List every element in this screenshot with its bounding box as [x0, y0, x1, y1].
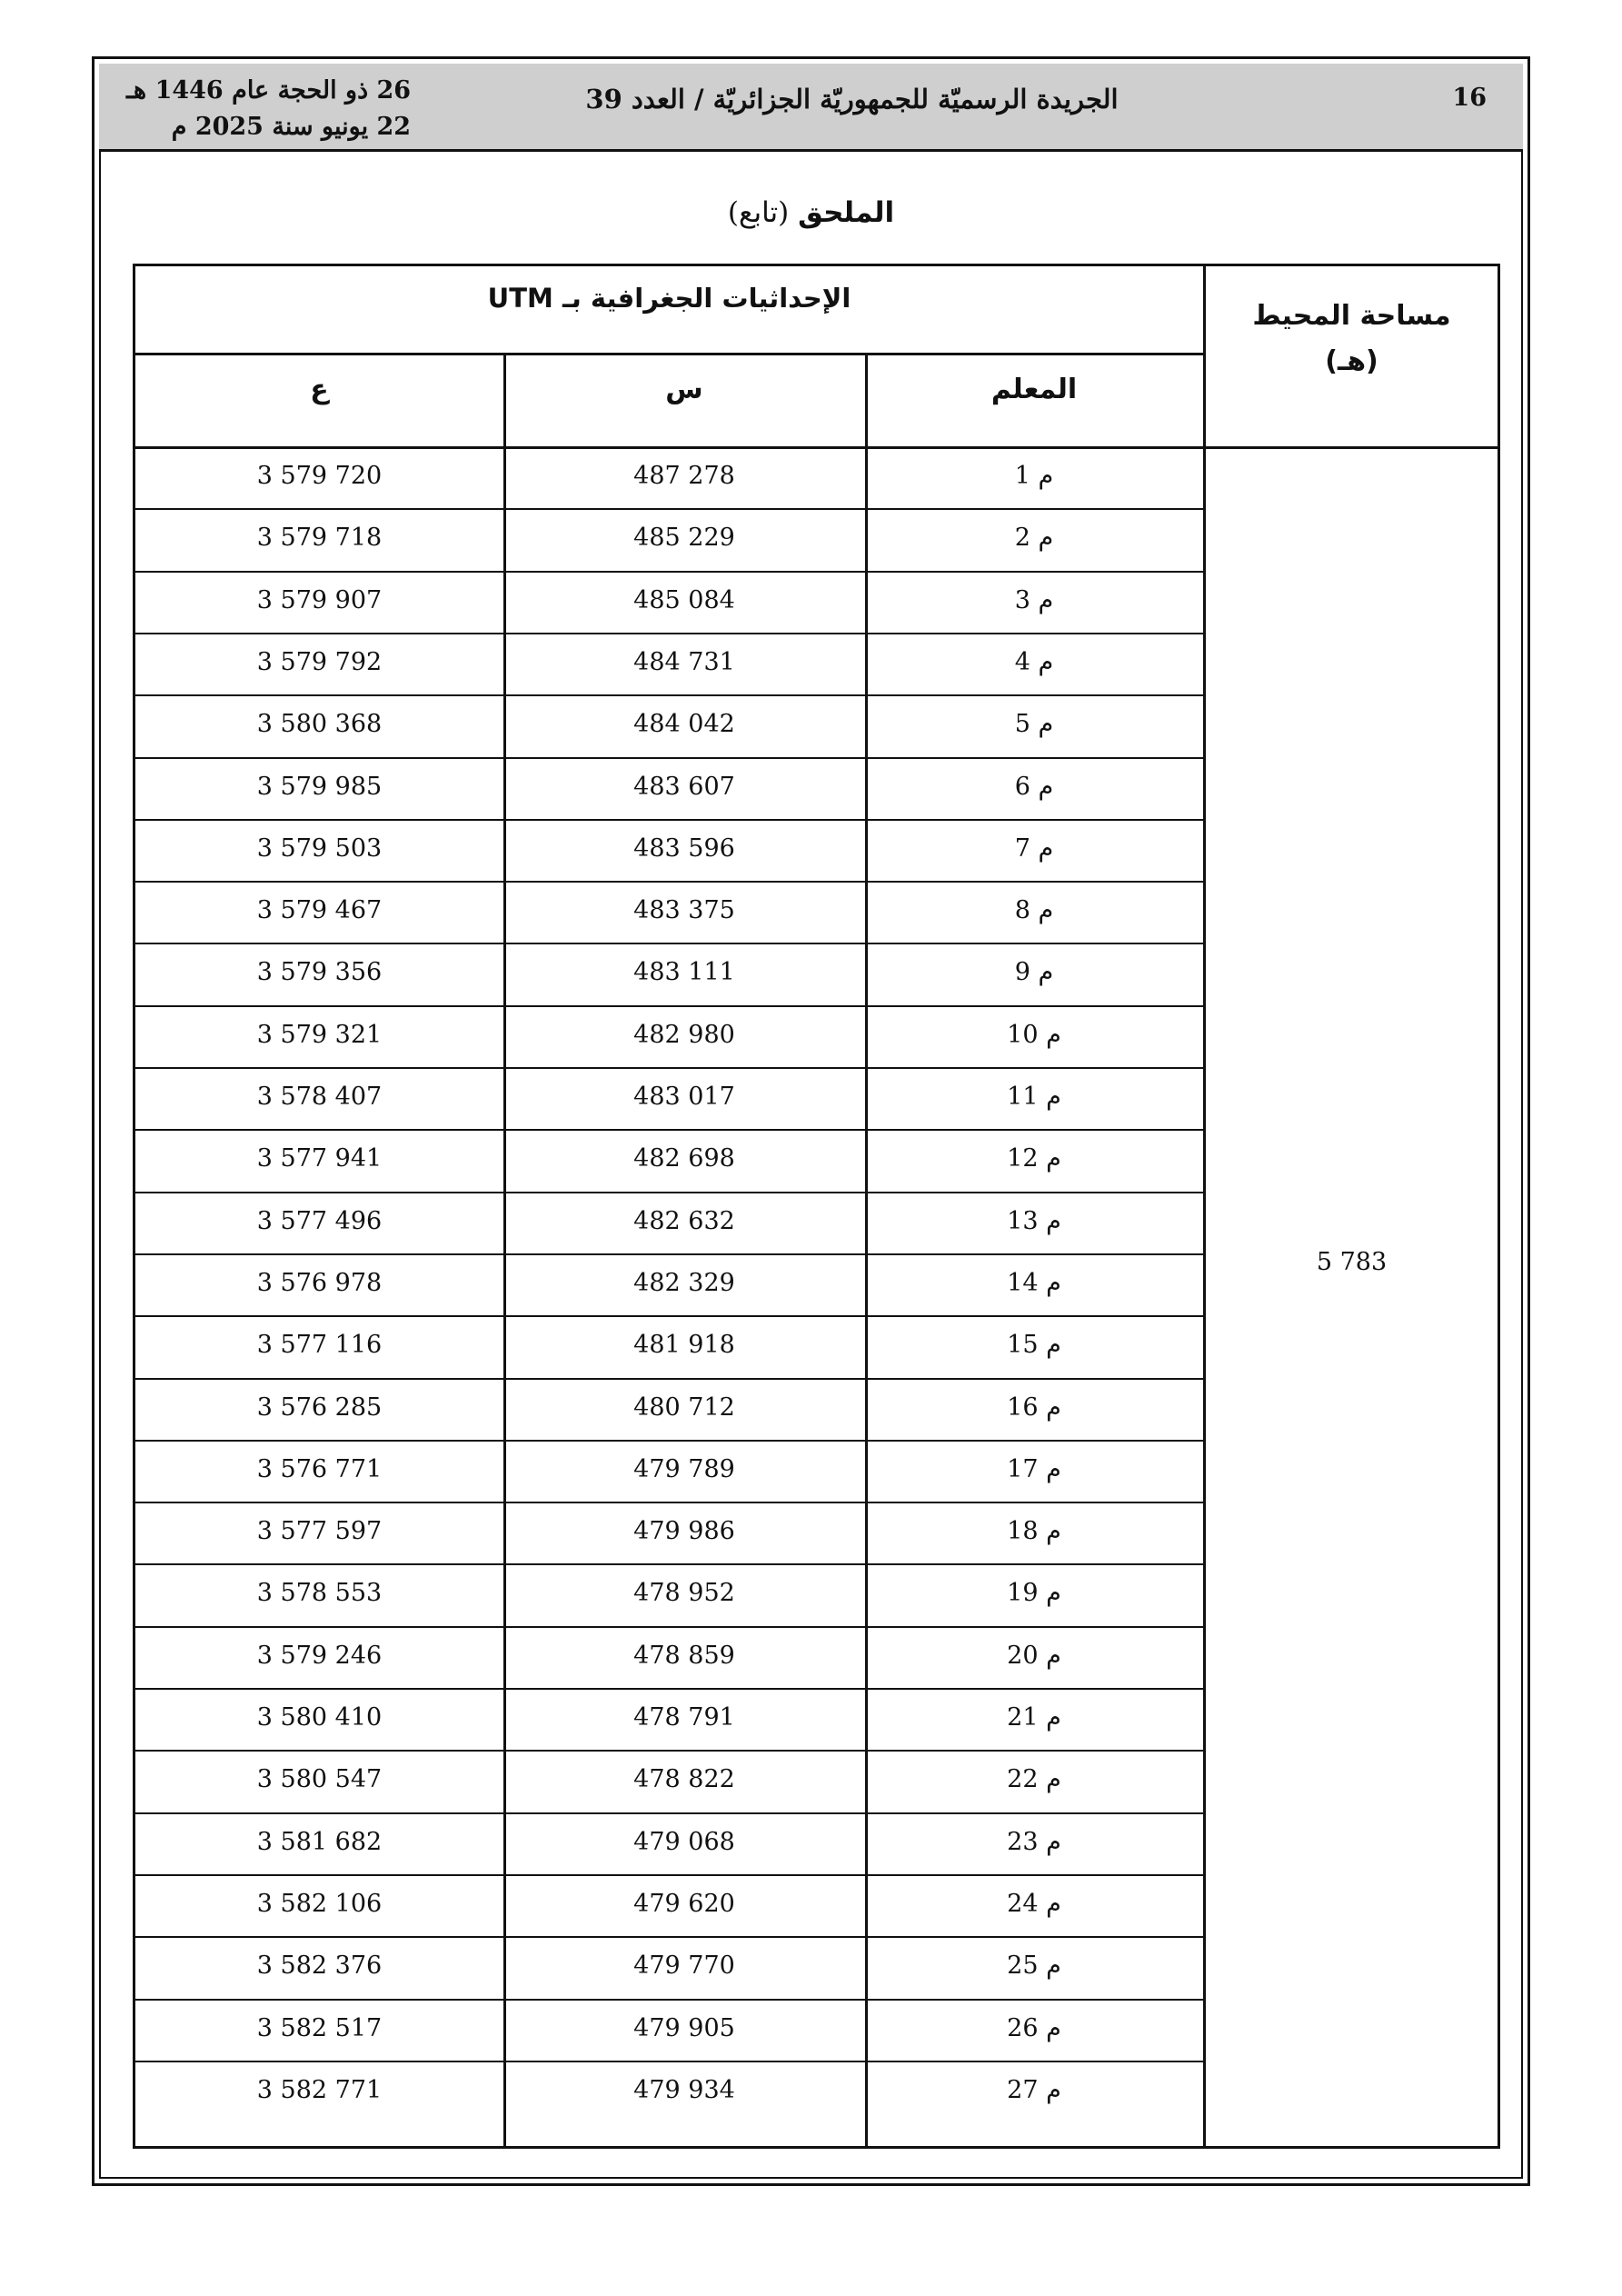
landmark-cell: م 26: [1007, 2013, 1061, 2042]
x-column-header: س: [665, 374, 703, 405]
row-divider: [135, 1192, 1203, 1193]
x-coordinate-cell: 478 952: [633, 1579, 735, 1608]
coordinates-table: [133, 264, 1500, 2149]
landmark-column-header: المعلم: [990, 374, 1078, 405]
row-divider: [135, 943, 1203, 944]
landmark-cell: م 9: [1014, 958, 1054, 987]
y-coordinate-cell: 3 577 496: [256, 1206, 383, 1235]
landmark-cell: م 10: [1007, 1020, 1061, 1049]
landmark-cell: م 22: [1007, 1765, 1061, 1794]
y-coordinate-cell: 3 582 517: [256, 2013, 383, 2042]
x-coordinate-cell: 479 905: [633, 2013, 735, 2042]
y-coordinate-cell: 3 576 771: [256, 1454, 383, 1483]
x-coordinate-cell: 479 770: [633, 1952, 735, 1981]
row-divider: [135, 633, 1203, 634]
annex-heading: [0, 196, 1622, 229]
landmark-cell: م 6: [1014, 772, 1054, 801]
y-coordinate-cell: 3 579 792: [256, 647, 383, 676]
y-coordinate-cell: 3 577 116: [256, 1331, 383, 1360]
x-coordinate-cell: 482 632: [633, 1206, 735, 1235]
row-divider: [135, 2061, 1203, 2062]
x-coordinate-cell: 482 698: [633, 1144, 735, 1173]
page-header: [99, 64, 1523, 152]
x-coordinate-cell: 487 278: [633, 462, 735, 490]
y-coordinate-cell: 3 579 246: [256, 1641, 383, 1670]
landmark-cell: م 20: [1007, 1641, 1061, 1670]
area-header-unit: (هـ): [1325, 345, 1378, 377]
landmark-cell: م 18: [1007, 1517, 1061, 1546]
x-coordinate-cell: 480 712: [633, 1393, 735, 1422]
x-coordinate-cell: 478 822: [633, 1765, 735, 1794]
coords-header: الإحداثيات الجغرافية بـ UTM: [487, 283, 851, 314]
x-coordinate-cell: 483 017: [633, 1083, 735, 1111]
landmark-cell: م 14: [1007, 1268, 1061, 1297]
landmark-cell: م 19: [1007, 1579, 1061, 1608]
row-divider: [135, 757, 1203, 759]
annex-title: الملحق: [798, 196, 895, 229]
row-divider: [135, 1874, 1203, 1876]
page-number: 16: [1452, 84, 1487, 112]
y-coordinate-cell: 3 577 941: [256, 1144, 383, 1173]
landmark-cell: م 1: [1014, 462, 1054, 490]
area-value: 5 783: [1316, 1248, 1388, 1276]
y-coordinate-cell: 3 580 547: [256, 1765, 383, 1794]
row-divider: [135, 1005, 1203, 1007]
y-coordinate-cell: 3 579 985: [256, 772, 383, 801]
x-coordinate-cell: 479 068: [633, 1827, 735, 1856]
landmark-cell: م 21: [1007, 1703, 1061, 1732]
row-divider: [135, 1378, 1203, 1380]
row-divider: [135, 1563, 1203, 1565]
landmark-cell: م 25: [1007, 1952, 1061, 1981]
landmark-cell: م 17: [1007, 1454, 1061, 1483]
x-coordinate-cell: 479 934: [633, 2075, 735, 2104]
row-divider: [135, 1688, 1203, 1690]
y-coordinate-cell: 3 579 720: [256, 462, 383, 490]
y-coordinate-cell: 3 579 718: [256, 524, 383, 553]
y-coordinate-cell: 3 580 410: [256, 1703, 383, 1732]
row-divider: [135, 819, 1203, 821]
row-divider: [135, 571, 1203, 573]
row-divider: [135, 508, 1203, 510]
x-coordinate-cell: 485 229: [633, 524, 735, 553]
landmark-cell: م 4: [1014, 647, 1054, 676]
x-coordinate-cell: 479 789: [633, 1454, 735, 1483]
x-coordinate-cell: 479 620: [633, 1889, 735, 1918]
x-coordinate-cell: 482 980: [633, 1020, 735, 1049]
row-divider: [135, 1750, 1203, 1752]
y-coordinate-cell: 3 579 503: [256, 834, 383, 863]
gregorian-date: 22 يونيو سنة 2025 م: [171, 113, 412, 141]
landmark-cell: م 3: [1014, 585, 1054, 614]
landmark-cell: م 11: [1007, 1083, 1061, 1111]
y-coordinate-cell: 3 576 978: [256, 1268, 383, 1297]
x-coordinate-cell: 483 607: [633, 772, 735, 801]
row-divider: [135, 1812, 1203, 1814]
y-coordinate-cell: 3 582 376: [256, 1952, 383, 1981]
row-divider: [135, 881, 1203, 883]
row-divider: [135, 1999, 1203, 2001]
landmark-cell: م 23: [1007, 1827, 1061, 1856]
x-coordinate-cell: 484 731: [633, 647, 735, 676]
row-divider: [135, 1315, 1203, 1317]
landmark-cell: م 8: [1014, 896, 1054, 925]
annex-continued: (تابع): [727, 196, 790, 229]
coords-header-divider: [135, 353, 1203, 355]
row-divider: [135, 1936, 1203, 1938]
gazette-title: الجريدة الرسميّة للجمهوريّة الجزائريّة / العدد 39: [585, 84, 1119, 115]
landmark-cell: م 12: [1007, 1144, 1061, 1173]
y-coordinate-cell: 3 577 597: [256, 1517, 383, 1546]
row-divider: [135, 694, 1203, 696]
row-divider: [135, 1626, 1203, 1628]
y-column-header: ع: [310, 374, 329, 405]
x-coordinate-cell: 483 111: [633, 958, 735, 987]
landmark-cell: م 16: [1007, 1393, 1061, 1422]
landmark-cell: م 15: [1007, 1331, 1061, 1360]
x-coordinate-cell: 482 329: [633, 1268, 735, 1297]
hijri-date: 26 ذو الحجة عام 1446 هـ: [126, 76, 412, 105]
landmark-cell: م 5: [1014, 710, 1054, 739]
x-coordinate-cell: 483 375: [633, 896, 735, 925]
y-coordinate-cell: 3 579 467: [256, 896, 383, 925]
y-coordinate-cell: 3 582 771: [256, 2075, 383, 2104]
row-divider: [135, 1253, 1203, 1255]
y-coordinate-cell: 3 580 368: [256, 710, 383, 739]
landmark-cell: م 13: [1007, 1206, 1061, 1235]
landmark-cell: م 2: [1014, 524, 1054, 553]
landmark-cell: م 7: [1014, 834, 1054, 863]
landmark-cell: م 24: [1007, 1889, 1061, 1918]
y-coordinate-cell: 3 579 356: [256, 958, 383, 987]
area-column-divider: [1203, 266, 1206, 2146]
y-coordinate-cell: 3 578 407: [256, 1083, 383, 1111]
x-coordinate-cell: 478 791: [633, 1703, 735, 1732]
y-coordinate-cell: 3 581 682: [256, 1827, 383, 1856]
landmark-cell: م 27: [1007, 2075, 1061, 2104]
row-divider: [135, 1129, 1203, 1131]
y-coordinate-cell: 3 579 321: [256, 1020, 383, 1049]
x-coordinate-cell: 485 084: [633, 585, 735, 614]
area-header-label: مساحة المحيط: [1252, 300, 1451, 332]
x-coordinate-cell: 479 986: [633, 1517, 735, 1546]
issue-date: [126, 73, 411, 145]
x-coordinate-cell: 483 596: [633, 834, 735, 863]
row-divider: [135, 1440, 1203, 1442]
y-coordinate-cell: 3 579 907: [256, 585, 383, 614]
area-header: [1203, 294, 1500, 384]
row-divider: [135, 1067, 1203, 1069]
x-coordinate-cell: 478 859: [633, 1641, 735, 1670]
x-coordinate-cell: 484 042: [633, 710, 735, 739]
y-coordinate-cell: 3 576 285: [256, 1393, 383, 1422]
y-coordinate-cell: 3 582 106: [256, 1889, 383, 1918]
x-coordinate-cell: 481 918: [633, 1331, 735, 1360]
y-coordinate-cell: 3 578 553: [256, 1579, 383, 1608]
row-divider: [135, 1502, 1203, 1503]
